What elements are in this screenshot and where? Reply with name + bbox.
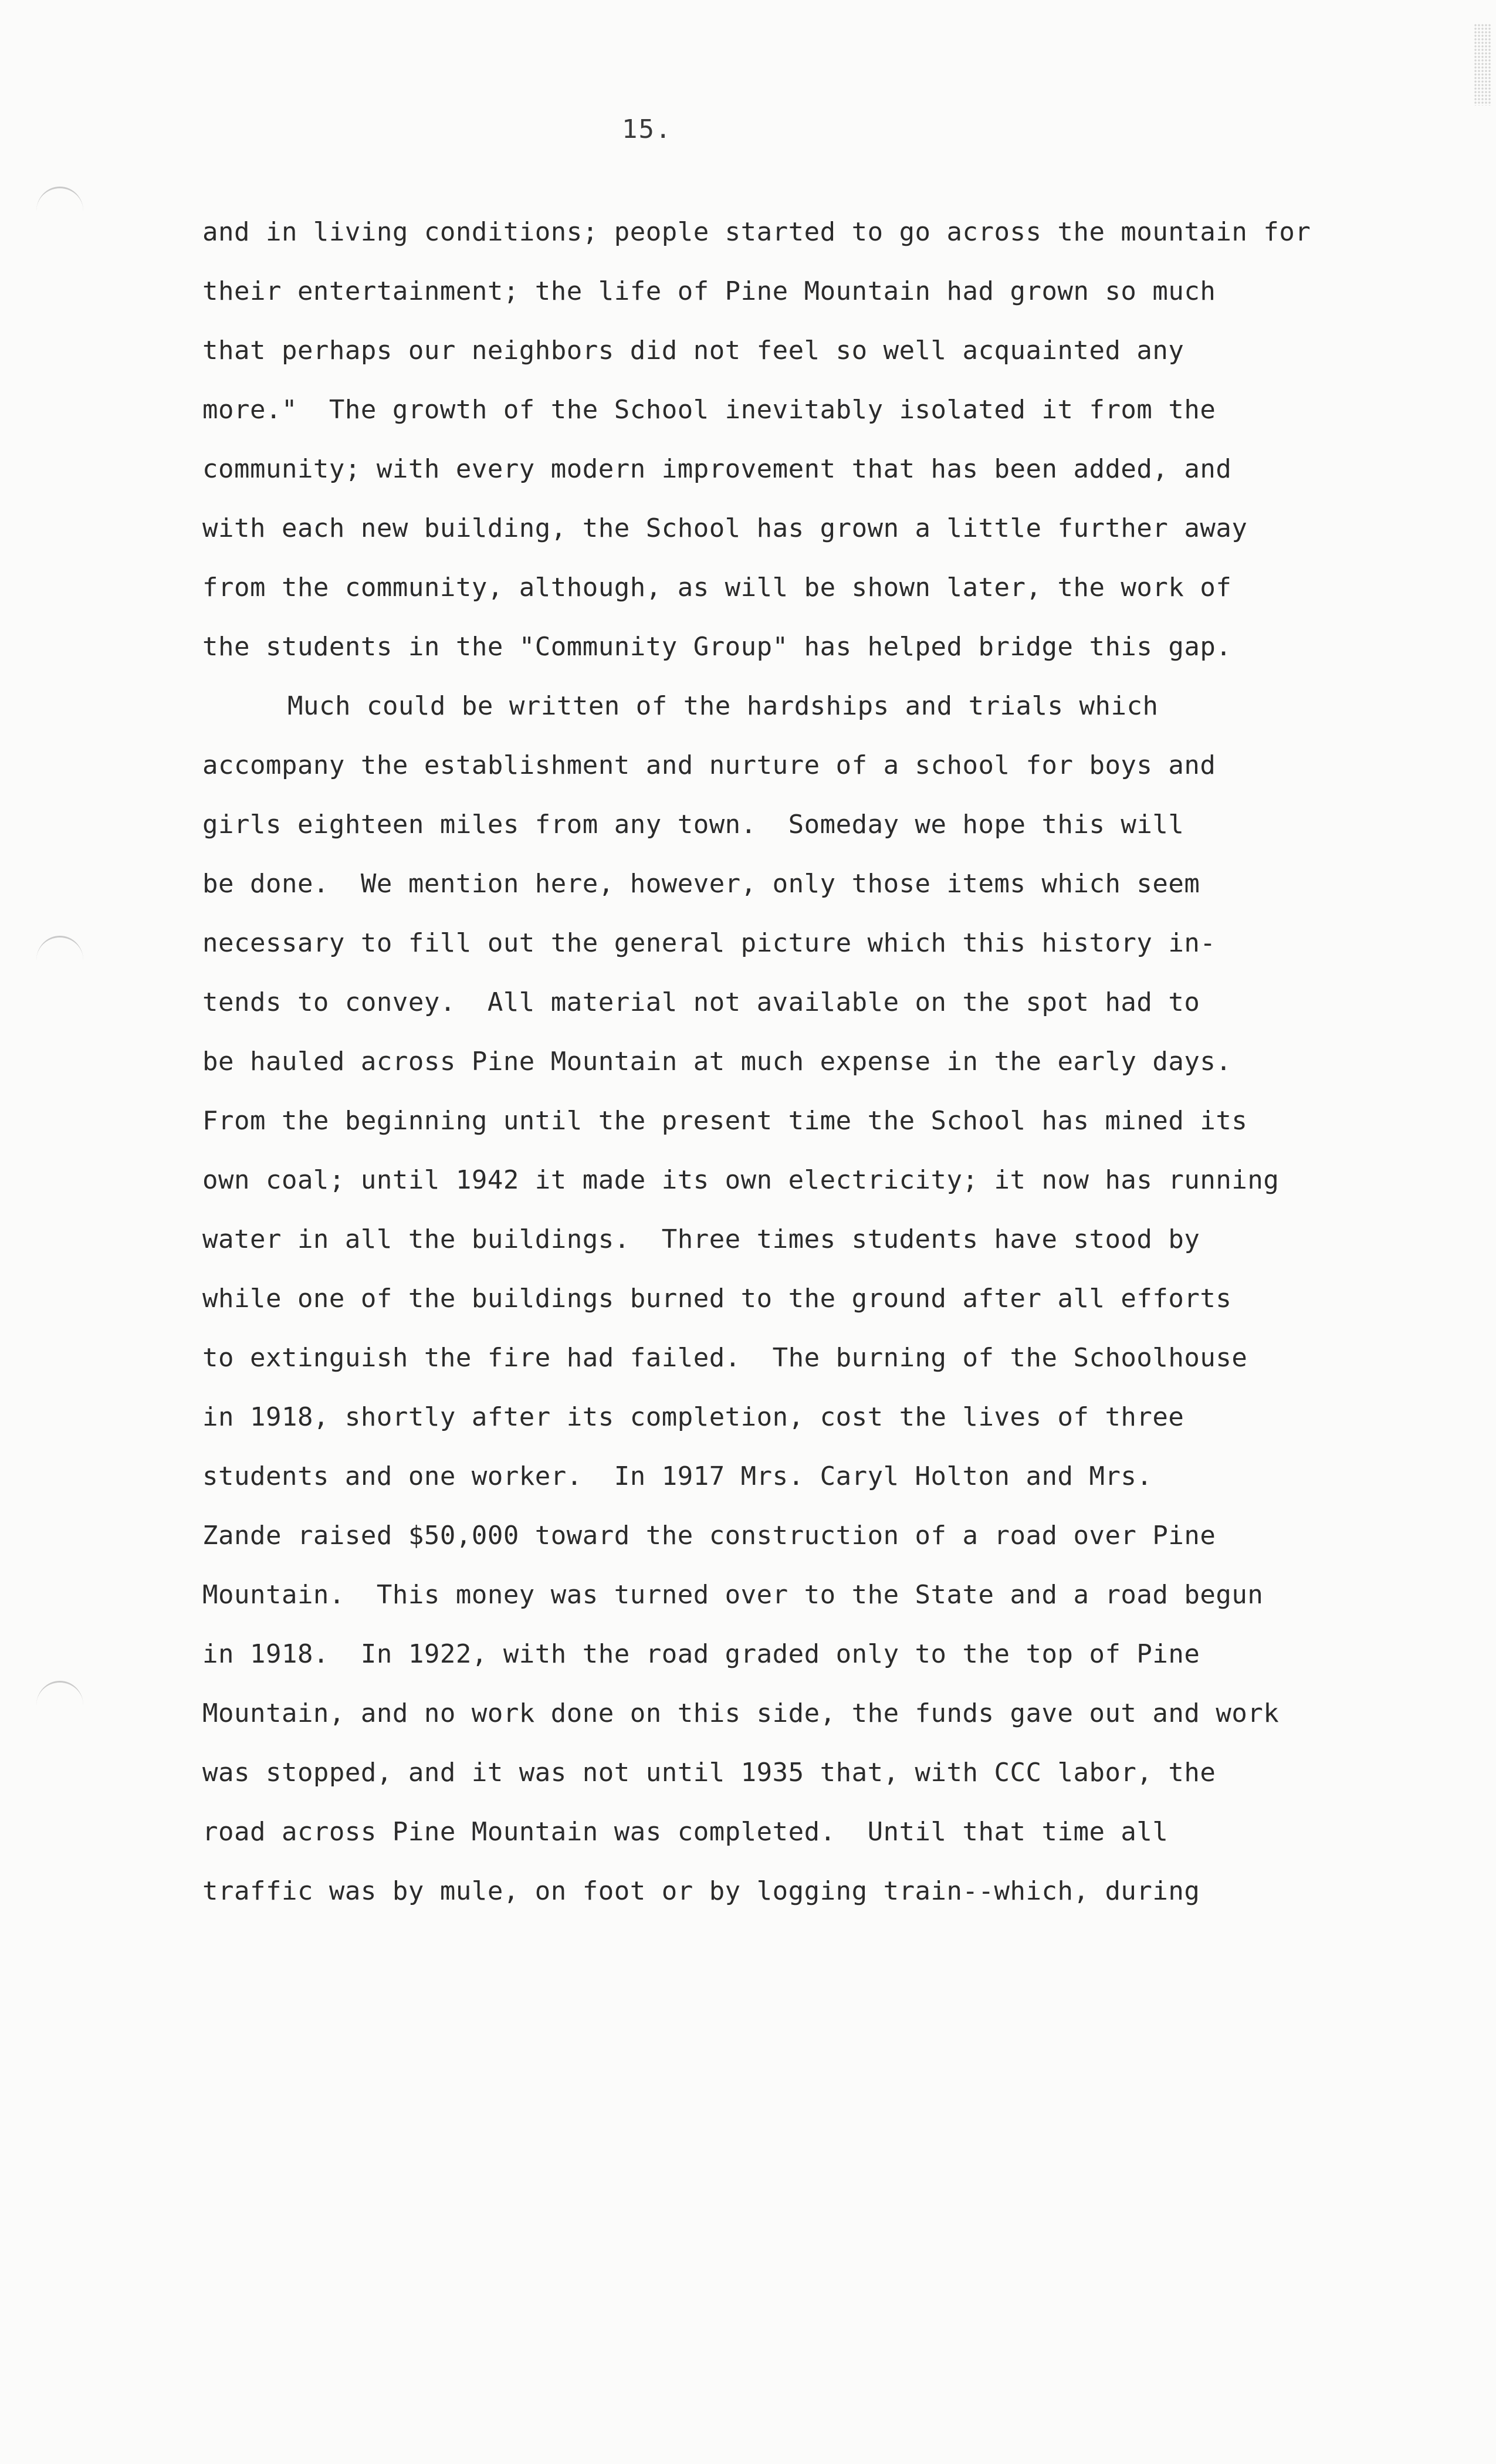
text-line: to extinguish the fire had failed. The burning of the Schoolhouse — [202, 1343, 1248, 1373]
text-line: accompany the establishment and nurture of a school for boys and — [202, 750, 1216, 780]
text-line: be hauled across Pine Mountain at much expense in the early days. — [202, 1047, 1232, 1077]
text-line: their entertainment; the life of Pine Mountain had grown so much — [202, 276, 1216, 306]
text-line: traffic was by mule, on foot or by logging train--which, during — [202, 1876, 1200, 1906]
text-line: water in all the buildings. Three times students have stood by — [202, 1224, 1200, 1254]
punch-hole-mark — [36, 1681, 83, 1729]
text-line: be done. We mention here, however, only those items which seem — [202, 869, 1200, 899]
text-line: the students in the "Community Group" has helped bridge this gap. — [202, 632, 1232, 662]
text-line: necessary to fill out the general picture which this history in- — [202, 928, 1216, 958]
text-line: in 1918. In 1922, with the road graded only to the top of Pine — [202, 1639, 1200, 1669]
body-text — [202, 202, 1446, 1921]
text-line: Mountain, and no work done on this side, the funds gave out and work — [202, 1698, 1280, 1728]
text-line: from the community, although, as will be shown later, the work of — [202, 573, 1232, 603]
text-line: Much could be written of the hardships and trials which — [287, 691, 1159, 721]
text-line: that perhaps our neighbors did not feel so well acquainted any — [202, 336, 1184, 365]
punch-hole-mark — [36, 936, 83, 984]
text-line: Mountain. This money was turned over to the State and a road begun — [202, 1580, 1264, 1610]
text-line: in 1918, shortly after its completion, cost the lives of three — [202, 1402, 1184, 1432]
text-line: was stopped, and it was not until 1935 that, with CCC labor, the — [202, 1758, 1216, 1788]
text-line: From the beginning until the present time the School has mined its — [202, 1106, 1248, 1136]
text-line: community; with every modern improvement that has been added, and — [202, 454, 1232, 484]
text-line: with each new building, the School has grown a little further away — [202, 513, 1248, 543]
text-line: own coal; until 1942 it made its own electricity; it now has running — [202, 1165, 1280, 1195]
punch-hole-mark — [36, 187, 83, 235]
text-line: Zande raised $50,000 toward the construction of a road over Pine — [202, 1521, 1216, 1551]
text-line: and in living conditions; people started to go across the mountain for — [202, 217, 1311, 247]
text-line: while one of the buildings burned to the ground after all efforts — [202, 1284, 1232, 1314]
page-number: 15. — [622, 114, 672, 144]
text-line: tends to convey. All material not available on the spot had to — [202, 987, 1200, 1017]
text-line: girls eighteen miles from any town. Someday we hope this will — [202, 810, 1184, 840]
text-line: students and one worker. In 1917 Mrs. Caryl Holton and Mrs. — [202, 1461, 1153, 1491]
scan-edge-mark — [1474, 23, 1491, 106]
text-line: more." The growth of the School inevitably isolated it from the — [202, 395, 1216, 425]
text-line: road across Pine Mountain was completed. Until that time all — [202, 1817, 1169, 1847]
